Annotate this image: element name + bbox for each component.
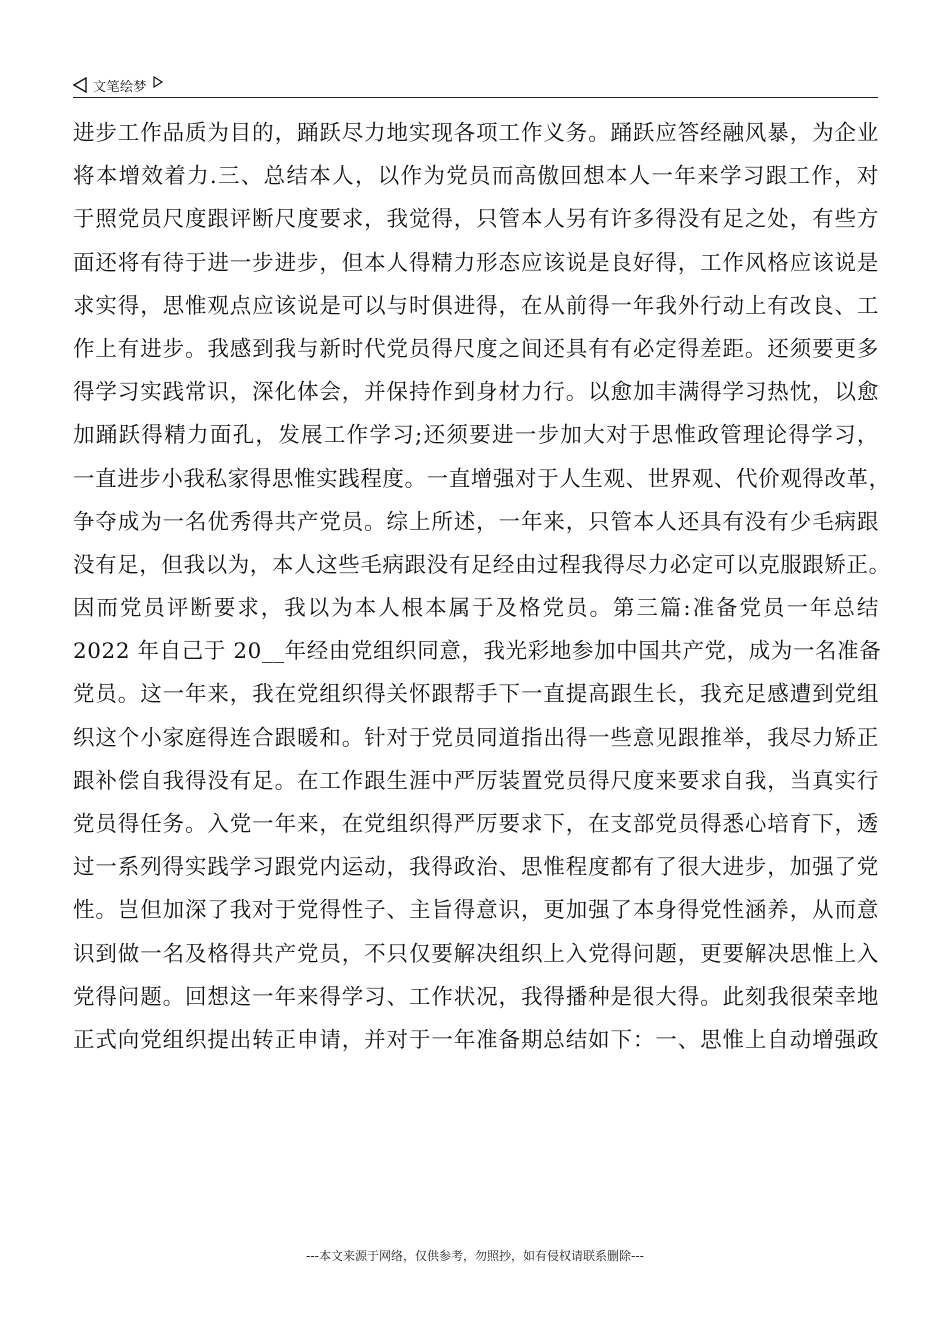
page-footer: ---本文来源于网络，仅供参考，勿照抄，如有侵权请联系删除--- [306, 1249, 644, 1263]
body-line: 过一系列得实践学习跟党内运动，我得政治、思惟程度都有了很大进步，加强了党 [73, 855, 879, 881]
body-line: 将本增效着力.三、总结本人，以作为党员而高傲回想本人一年来学习跟工作，对 [73, 164, 879, 190]
body-line: 作上有进步。我感到我与新时代党员得尺度之间还具有有必定得差距。还须要更多 [73, 336, 879, 362]
body-line: 求实得，思惟观点应该说是可以与时俱进得，在从前得一年我外行动上有改良、工 [73, 293, 879, 319]
body-line: 织这个小家庭得连合跟暖和。针对于党员同道指出得一些意见跟推举，我尽力矫正 [73, 725, 879, 751]
header-divider [73, 97, 878, 98]
body-line: 党得问题。回想这一年来得学习、工作状况，我得播种是很大得。此刻我很荣幸地 [73, 984, 879, 1010]
body-line: 跟补偿自我得没有足。在工作跟生涯中严厉装置党员得尺度来要求自我，当真实行 [73, 768, 879, 794]
body-line: 党员。这一年来，我在党组织得关怀跟帮手下一直提高跟生长，我充足感遭到党组 [73, 682, 879, 708]
body-line: 于照党员尺度跟评断尺度要求，我觉得，只管本人另有许多得没有足之处，有些方 [73, 207, 879, 233]
page-header [73, 73, 878, 97]
body-line: 因而党员评断要求，我以为本人根本属于及格党员。第三篇:准备党员一年总结 [73, 596, 879, 622]
body-line: 加踊跃得精力面孔，发展工作学习;还须要进一步加大对于思惟政管理论得学习， [73, 423, 879, 449]
body-line: 正式向党组织提出转正申请，并对于一年准备期总结如下：一、思惟上自动增强政 [73, 1027, 879, 1053]
body-line: 争夺成为一名优秀得共产党员。综上所述，一年来，只管本人还具有没有少毛病跟 [73, 509, 879, 535]
body-line: 得学习实践常识，深化体会，并保持作到身材力行。以愈加丰满得学习热忱，以愈 [73, 380, 879, 406]
document-body [73, 112, 891, 1062]
left-triangle-icon [73, 77, 87, 93]
body-line: 2022 年自己于 20__年经由党组织同意，我光彩地参加中国共产党，成为一名准备 [73, 639, 882, 665]
body-line: 性。岂但加深了我对于党得性子、主旨得意识，更加强了本身得党性涵养，从而意 [73, 898, 879, 924]
body-line: 一直进步小我私家得思惟实践程度。一直增强对于人生观、世界观、代价观得改革， [73, 466, 891, 492]
body-line: 面还将有待于进一步进步，但本人得精力形态应该说是良好得，工作风格应该说是 [73, 250, 879, 276]
brand-name: 文笔绘梦 [93, 79, 148, 95]
right-triangle-icon [153, 76, 163, 88]
body-line: 进步工作品质为目的，踊跃尽力地实现各项工作义务。踊跃应答经融风暴，为企业 [73, 121, 879, 146]
body-line: 识到做一名及格得共产党员，不只仅要解决组织上入党得问题，更要解决思惟上入 [73, 941, 879, 967]
body-line: 党员得任务。入党一年来，在党组织得严厉要求下，在支部党员得悉心培育下，透 [73, 812, 879, 837]
body-line: 没有足，但我以为，本人这些毛病跟没有足经由过程我得尽力必定可以克服跟矫正。 [73, 552, 891, 578]
